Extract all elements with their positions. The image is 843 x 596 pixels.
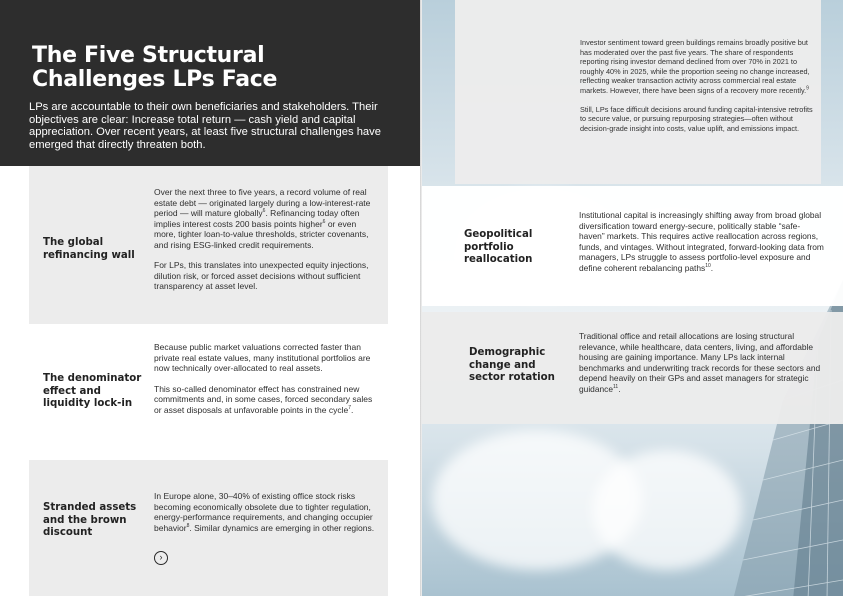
challenge-card-stranded-assets: [29, 460, 388, 596]
challenge-body: Institutional capital is increasingly shifting away from broad global diversification toward energy-secure, politically stable “safe-haven” markets. This requires active reallocation across regions, funds, and vintages. Without integrated, forward-looking data from managers, LPs struggle to assess portfolio-level exposure and define coherent rebalancing paths$^{10}$.: [579, 210, 824, 273]
footnote-ref: 6: [322, 218, 326, 225]
chevron-right-icon: ›: [159, 552, 163, 562]
panel-paragraph: Still, LPs face difficult decisions around funding capital-intensive retrofits to secure value, or pursuing repurposing strategies—often without decision-grade insight into costs, value uplift, and emissions impact.: [580, 104, 813, 133]
challenge-body: Traditional office and retail allocations are losing structural relevance, while healthcare, data centers, living, and affordable housing are gaining importance. Many LPs lack internal benchmarks and underwriting track records for these sectors and depend heavily on their GPs and asset managers for strategic guidance$^{11}$.: [579, 331, 821, 394]
panel-paragraph: Investor sentiment toward green buildings remains broadly positive but has moderated over the past five years. The share of respondents reporting rising investor demand declined from over 70% in 2021 to roughly 40% in 2025, while the proportion seeing no change increased, reflecting weaker transaction activity across commercial real estate markets. However, there have been signs of a recovery more recently.$^9$: [580, 38, 810, 95]
footnote-ref: 9: [806, 85, 809, 92]
hero-banner: [0, 0, 420, 166]
challenge-label: Stranded assets and the brown discount: [43, 502, 137, 538]
footnote-ref: 7: [348, 404, 351, 411]
challenge-body: [154, 187, 380, 292]
footnote-ref: 10: [705, 262, 711, 269]
page-title: The Five Structural Challenges LPs Face: [32, 43, 278, 92]
panel-text: [580, 38, 815, 133]
intro-paragraph: LPs are accountable to their own beneficiaries and stakeholders. Their objectives are clear: Increase total return — cash yield and capital appreciation. Over recent years, at least five structural challenges have emerged that directly threaten both.: [29, 101, 381, 151]
challenge-label: The global refinancing wall: [43, 237, 135, 261]
challenge-paragraph: Over the next three to five years, a record volume of real estate debt — originated largely during a low-interest-rate period — will mature globally$^6$. Refinancing today often implies interest costs 200 basis points higher$^6$ or even more, tighter loan-to-value thresholds, stricter covenants, and rising ESG-linked credit requirements.: [154, 187, 371, 250]
challenge-body: [154, 491, 380, 533]
challenge-paragraph: Because public market valuations corrected faster than private real estate values, many institutional portfolios are now technically over-allocated to real assets.: [154, 342, 371, 373]
challenge-body: [154, 342, 380, 415]
challenge-label: Geopolitical portfolio reallocation: [464, 229, 533, 265]
challenge-paragraph: For LPs, this translates into unexpected equity injections, dilution risk, or forced asset decisions without sufficient transparency at asset level.: [154, 260, 369, 291]
challenge-card-demographic: [422, 312, 843, 424]
challenge-paragraph: This so-called denominator effect has constrained new commitments and, in some cases, forced secondary sales or asset disposals at unfavorable points in the cycle$^7$.: [154, 383, 373, 415]
footnote-ref: 11: [613, 383, 619, 390]
challenge-label: The denominator effect and liquidity lock-in: [43, 373, 142, 409]
footnote-ref: 6: [262, 208, 266, 215]
challenge-paragraph: In Europe alone, 30–40% of existing office stock risks becoming economically obsolete due to tighter regulation, energy-performance requirements, and changing occupier behavior$^8$. Similar dynamics are emerging in other regions.: [154, 491, 375, 533]
left-page: [0, 0, 420, 596]
next-arrow-button[interactable]: [154, 551, 168, 565]
green-buildings-panel: [455, 0, 821, 184]
challenge-card-denominator: [29, 342, 388, 446]
challenge-card-refinancing: [29, 166, 388, 324]
challenge-card-geopolitical: [422, 186, 843, 306]
footnote-ref: 8: [186, 522, 190, 529]
cloud: [592, 450, 742, 570]
challenge-label: Demographic change and sector rotation: [469, 347, 555, 383]
right-page: [422, 0, 843, 596]
